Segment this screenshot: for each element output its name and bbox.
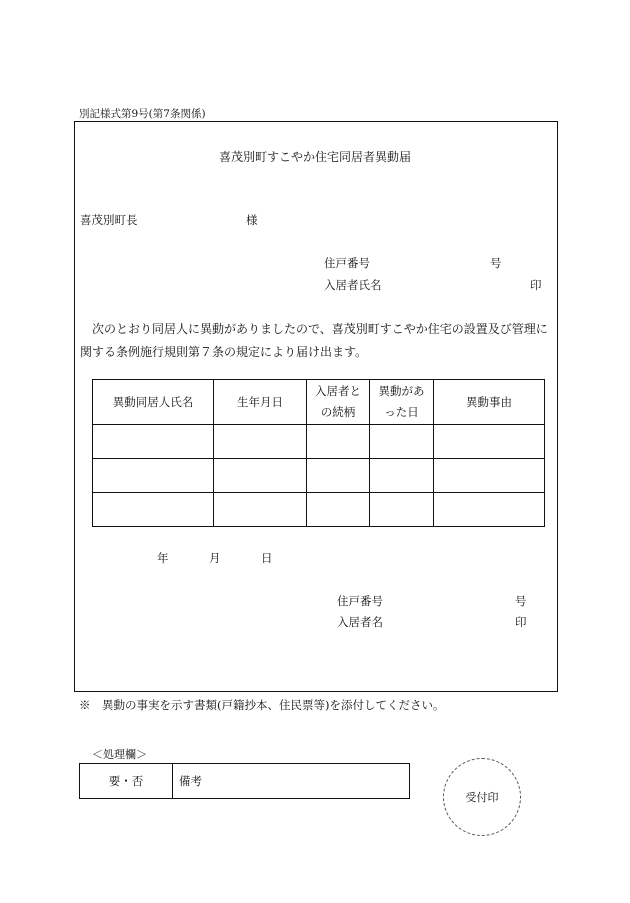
table-row — [93, 425, 545, 459]
cell-change-date[interactable] — [370, 425, 434, 459]
cell-name[interactable] — [93, 425, 214, 459]
header-relationship: 入居者との続柄 — [307, 380, 370, 425]
body-text: 次のとおり同居人に異動がありましたので、喜茂別町すこやか住宅の設置及び管理に関する条例施行規則第７条の規定により届け出ます。 — [80, 322, 548, 359]
processing-section-label: ＜処理欄＞ — [92, 748, 147, 761]
form-title: 喜茂別町すこやか住宅同居者異動届 — [218, 150, 411, 164]
header-change-reason: 異動事由 — [434, 380, 545, 425]
seal-mark: 印 — [530, 278, 542, 292]
attachment-note: ※ 異動の事実を示す書類(戸籍抄本、住民票等)を添付してください。 — [79, 698, 445, 712]
unit-number-suffix: 号 — [515, 594, 527, 608]
cell-birth-date[interactable] — [214, 493, 307, 527]
unit-number-suffix: 号 — [490, 256, 502, 270]
reception-stamp-label: 受付印 — [465, 791, 499, 804]
remarks-cell: 備考 — [173, 764, 410, 799]
header-cohabitant-name: 異動同居人氏名 — [93, 380, 214, 425]
date-day-label: 日 — [261, 551, 273, 565]
cell-relationship[interactable] — [307, 459, 370, 493]
seal-mark: 印 — [515, 615, 527, 629]
resident-name-label: 入居者氏名 — [324, 278, 382, 292]
cell-birth-date[interactable] — [214, 459, 307, 493]
header-birth-date: 生年月日 — [214, 380, 307, 425]
resident-name-label: 入居者名 — [337, 615, 383, 629]
form-number-label: 別記様式第9号(第7条関係) — [79, 108, 206, 120]
cell-name[interactable] — [93, 493, 214, 527]
cohabitant-change-table — [92, 379, 545, 527]
processing-table — [79, 763, 410, 799]
cell-reason[interactable] — [434, 459, 545, 493]
date-year-label: 年 — [157, 551, 169, 565]
unit-number-label: 住戸番号 — [337, 594, 383, 608]
date-month-label: 月 — [209, 551, 221, 565]
header-change-date: 異動があった日 — [370, 380, 434, 425]
table-row — [93, 459, 545, 493]
honorific: 様 — [246, 213, 258, 227]
cell-relationship[interactable] — [307, 493, 370, 527]
addressee: 喜茂別町長 — [80, 213, 138, 227]
approval-cell: 要・否 — [80, 764, 173, 799]
cell-relationship[interactable] — [307, 425, 370, 459]
cell-birth-date[interactable] — [214, 425, 307, 459]
unit-number-label: 住戸番号 — [324, 256, 370, 270]
table-row — [93, 493, 545, 527]
cell-reason[interactable] — [434, 425, 545, 459]
cell-reason[interactable] — [434, 493, 545, 527]
cell-change-date[interactable] — [370, 493, 434, 527]
cell-change-date[interactable] — [370, 459, 434, 493]
reception-stamp-circle — [443, 758, 521, 836]
cell-name[interactable] — [93, 459, 214, 493]
